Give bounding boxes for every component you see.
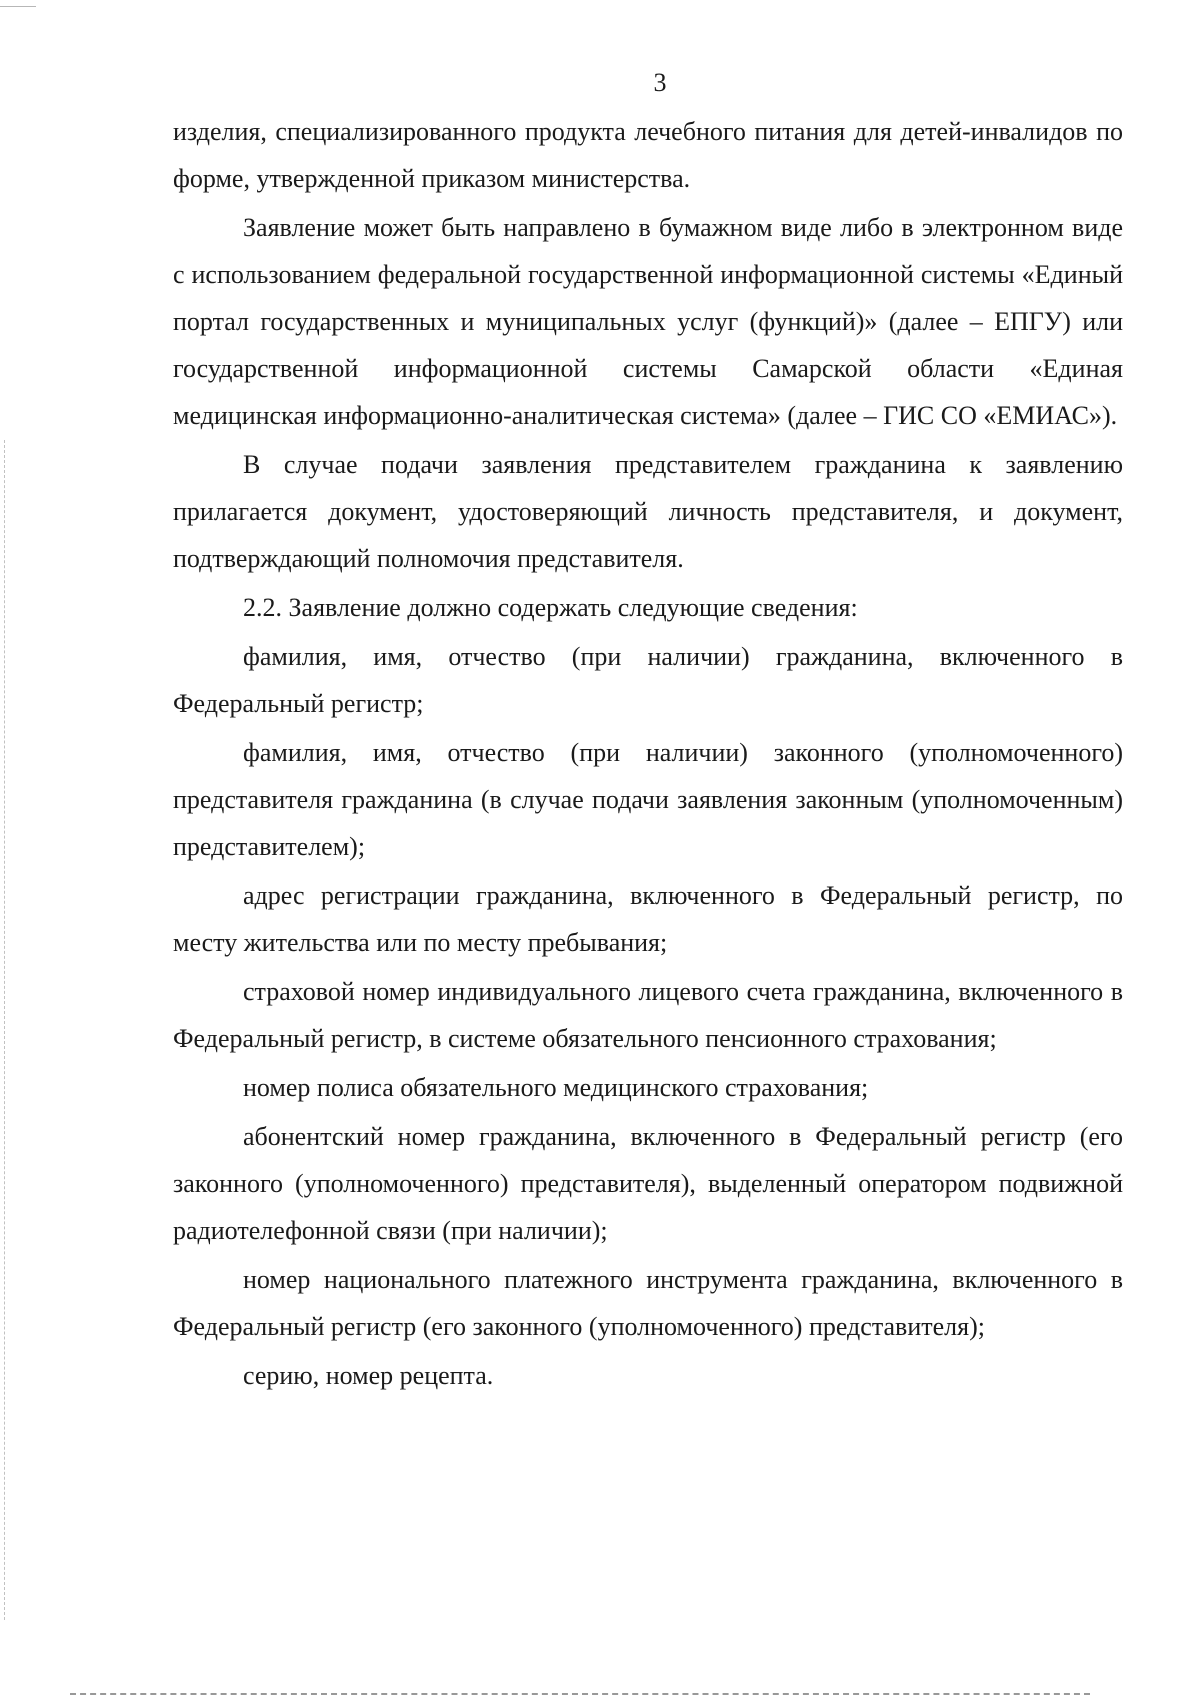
- paragraph-registration-address: адрес регистрации гражданина, включенного в Федеральный регистр, по месту жительства или по месту пребывания;: [173, 881, 1123, 957]
- scan-left-edge-line: [4, 440, 5, 1620]
- scan-corner-mark: [0, 6, 36, 7]
- paragraph-representative-documents: В случае подачи заявления представителем гражданина к заявлению прилагается документ, удостоверяющий личность представителя, и документ, подтверждающий полномочия представителя.: [173, 450, 1123, 573]
- paragraph-continuation: изделия, специализированного продукта лечебного питания для детей-инвалидов по форме, утвержденной приказом министерства.: [173, 117, 1123, 193]
- paragraph-phone-number: абонентский номер гражданина, включенного в Федеральный регистр (его законного (уполномоченного) представителя), выделенный оператором подвижной радиотелефонной связи (при наличии);: [173, 1122, 1123, 1245]
- paragraph-snils: страховой номер индивидуального лицевого счета гражданина, включенного в Федеральный регистр, в системе обязательного пенсионного страхования;: [173, 977, 1123, 1053]
- document-body: [173, 108, 1123, 1399]
- paragraph-payment-instrument: номер национального платежного инструмента гражданина, включенного в Федеральный регистр (его законного (уполномоченного) представителя);: [173, 1265, 1123, 1341]
- paragraph-oms-policy: номер полиса обязательного медицинского страхования;: [243, 1073, 869, 1102]
- scan-bottom-edge-line: [70, 1693, 1090, 1695]
- page-number: 3: [653, 68, 667, 97]
- paragraph-submission-methods: Заявление может быть направлено в бумажном виде либо в электронном виде с использованием федеральной государственной информационной системы «Единый портал государственных и муниципальных услуг (функций)» (далее – ЕПГУ) или государственной информационной системы Самарской области «Единая медицинская информационно-аналитическая система» (далее – ГИС СО «ЕМИАС»).: [173, 213, 1123, 430]
- paragraph-representative-name: фамилия, имя, отчество (при наличии) законного (уполномоченного) представителя гражданина (в случае подачи заявления законным (уполномоченным) представителем);: [173, 738, 1123, 861]
- paragraph-prescription: серию, номер рецепта.: [243, 1361, 494, 1390]
- paragraph-section-2-2: 2.2. Заявление должно содержать следующие сведения:: [243, 593, 858, 622]
- paragraph-citizen-name: фамилия, имя, отчество (при наличии) гражданина, включенного в Федеральный регистр;: [173, 642, 1123, 718]
